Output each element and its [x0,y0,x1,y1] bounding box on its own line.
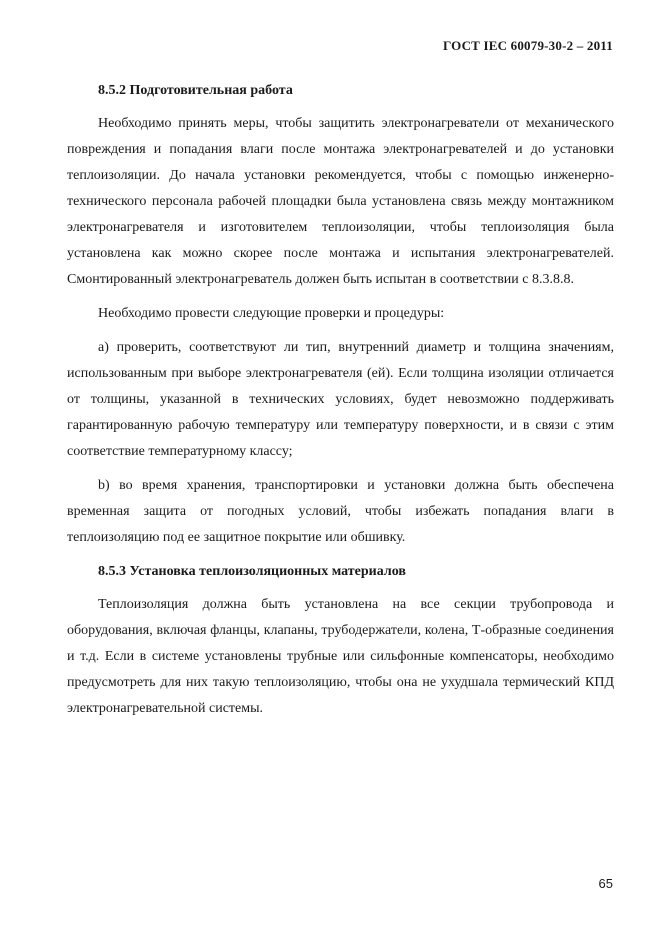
paragraph-checks-intro: Необходимо провести следующие проверки и процедуры: [98,306,445,321]
paragraph-insulation-installation: Теплоизоляция должна быть установлена на все секции трубопровода и оборудования, включая фланцы, клапаны, трубодержатели, колена, Т-образные соединения и т.д. Если в системе установлены трубные или сильфонные компенсаторы, необходимо предусмотреть для них такую теплоизоляцию, чтобы она не ухудшала термический КПД электронагревательной системы. [67,597,614,716]
list-item-b: b) во время хранения, транспортировки и установки должна быть обеспечена временная защита от погодных условий, чтобы избежать попадания влаги в теплоизоляцию под ее защитное покрытие или обшивку. [67,478,614,545]
section-heading-8-5-2: 8.5.2 Подготовительная работа [98,83,293,98]
document-body [67,78,614,730]
list-item-a: а) проверить, соответствуют ли тип, внутренний диаметр и толщина значениям, использованным при выборе электронагревателя (ей). Если толщина изоляции отличается от толщины, указанной в технических условиях, будет невозможно поддерживать гарантированную рабочую температуру или температуру поверхности, и в связи с этим соответствие температурному классу; [67,340,614,459]
page-number: 65 [598,876,613,891]
paragraph-preparatory-work: Необходимо принять меры, чтобы защитить электронагреватели от механического повреждения и попадания влаги после монтажа электронагревателей и до установки теплоизоляции. До начала установки рекомендуется, чтобы с помощью инженерно-технического персонала рабочей площадки была установлена связь между монтажником электронагревателя и изготовителем теплоизоляции, чтобы теплоизоляция была установлена как можно скорее после монтажа и испытания электронагревателей. Смонтированный электронагреватель должен быть испытан в соответствии с 8.3.8.8. [67,116,614,287]
section-heading-8-5-3: 8.5.3 Установка теплоизоляционных материалов [98,564,406,579]
document-code-header: ГОСТ IEC 60079-30-2 – 2011 [442,38,613,53]
